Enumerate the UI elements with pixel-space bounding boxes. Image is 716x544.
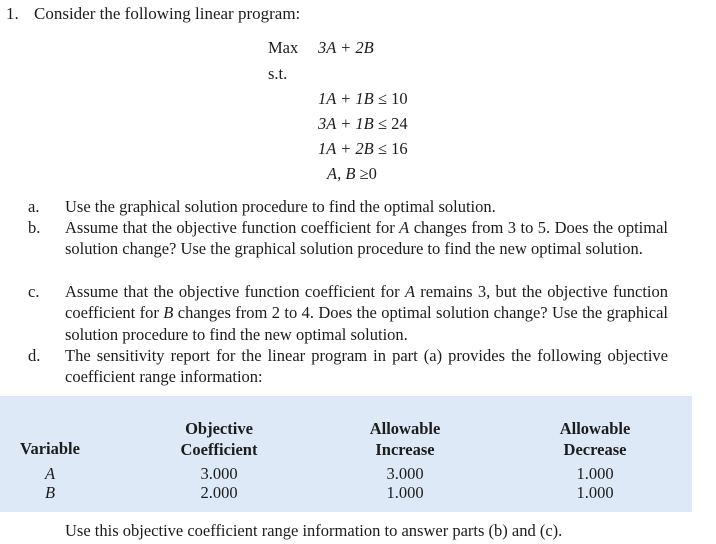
- question-prompt: Consider the following linear program:: [34, 4, 301, 23]
- part-text: Assume that the objective function coefficient for A changes from 3 to 5. Does the optimal solution change? Use the graphical solution procedure to find the new optimal solution.: [65, 218, 668, 259]
- part-c: [28, 281, 668, 345]
- constraint-relation: ≤: [377, 89, 387, 108]
- constraint-rhs: 24: [391, 114, 408, 133]
- subject-to-label: s.t.: [268, 64, 288, 83]
- part-text: Use the graphical solution procedure to find the optimal solution.: [65, 197, 496, 216]
- part-label: b.: [28, 218, 41, 237]
- decrease-column: [540, 464, 650, 502]
- constraint-relation: ≤: [377, 114, 387, 133]
- part-label: c.: [28, 282, 40, 301]
- table-cell: 1.000: [576, 483, 614, 502]
- part-text: Assume that the objective function coefficient for A remains 3, but the objective function coefficient for B changes from 2 to 4. Does the optimal solution change? Use the graphical solution procedure to find the new optimal solution.: [65, 282, 668, 344]
- header-objective-coefficient: Objective Coefficient: [180, 419, 258, 459]
- header-allowable-decrease: Allowable Decrease: [559, 419, 631, 459]
- table-cell: 2.000: [200, 483, 238, 502]
- table-cell: 3.000: [200, 464, 238, 483]
- part-text: The sensitivity report for the linear program in part (a) provides the following objective coefficient range information:: [65, 346, 668, 387]
- header-allowable-increase: Allowable Increase: [369, 419, 441, 459]
- part-d: [28, 345, 668, 388]
- constraint-lhs: 1A + 1B: [318, 89, 374, 108]
- constraint-relation: ≤: [377, 139, 387, 158]
- table-cell: 3.000: [386, 464, 424, 483]
- constraint-1: [318, 89, 408, 109]
- table-cell: 1.000: [386, 483, 424, 502]
- part-label: a.: [28, 197, 40, 216]
- constraint-lhs: 3A + 1B: [318, 114, 374, 133]
- constraint-rhs: 10: [391, 89, 408, 108]
- table-cell: A: [44, 464, 56, 483]
- table-cell: 1.000: [576, 464, 614, 483]
- footer-note: Use this objective coefficient range information to answer parts (b) and (c).: [65, 521, 563, 540]
- constraint-lhs: A, B: [327, 164, 356, 183]
- header-variable: Variable: [20, 439, 80, 458]
- question-heading: [6, 4, 300, 24]
- constraint-rhs: 0: [368, 164, 377, 183]
- constraint-2: [318, 114, 408, 134]
- part-label: d.: [28, 346, 41, 365]
- table-cell: B: [44, 483, 56, 502]
- constraint-relation: ≥: [359, 164, 369, 183]
- constraint-lhs: 1A + 2B: [318, 139, 374, 158]
- increase-column: [350, 464, 460, 502]
- constraint-3: [318, 139, 408, 159]
- part-a: [28, 196, 668, 217]
- question-number: 1.: [6, 4, 19, 23]
- coefficient-column: [164, 464, 274, 502]
- max-keyword: Max: [268, 38, 299, 57]
- part-b: [28, 217, 668, 260]
- variable-column: [10, 464, 90, 502]
- objective-function: 3A + 2B: [318, 38, 374, 57]
- constraint-rhs: 16: [391, 139, 408, 158]
- nonnegativity-constraint: [327, 164, 377, 184]
